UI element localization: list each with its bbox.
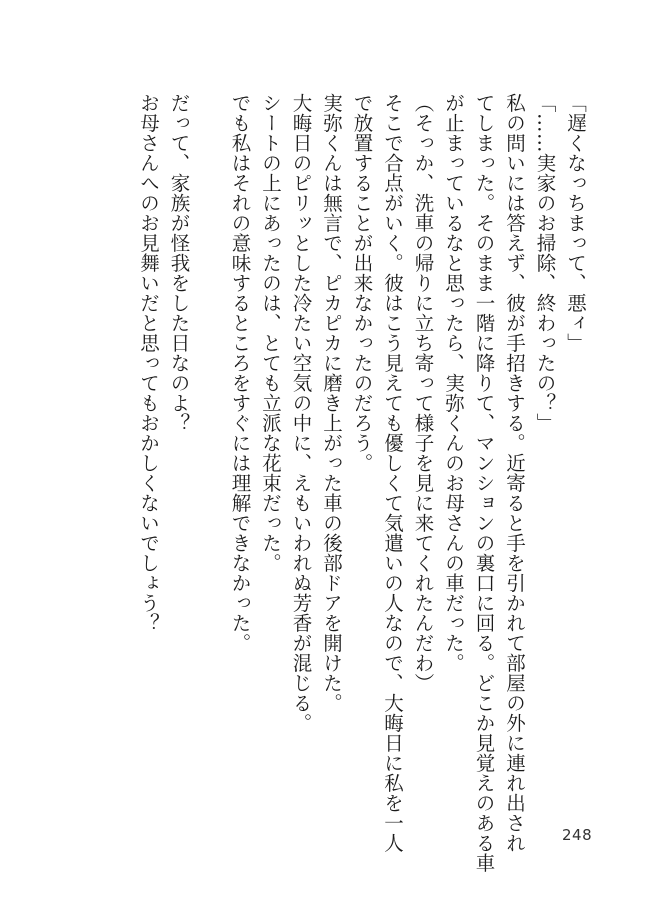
text-line: てしまった。そのまま一階に降りて、マンションの裏口に回る。どこか見覚えのある車: [472, 93, 496, 873]
text-line: （そっか、洗車の帰りに立ち寄って様子を見に来てくれたんだわ）: [411, 93, 435, 693]
text-line: だって、家族が怪我をした日なのよ？: [167, 93, 191, 433]
text-line: そこで合点がいく。彼はこう見えても優しくて気遣いの人なので、大晦日に私を一人: [381, 93, 404, 853]
text-line: 大晦日のピリッとした冷たい空気の中に、えもいわれぬ芳香が混じる。: [289, 93, 313, 733]
text-line: 「遅くなっちまって、悪ィ」: [564, 93, 587, 353]
text-line: 「……実家のお掃除、終わったの？」: [533, 93, 557, 433]
page-number: 248: [562, 826, 593, 844]
text-line: 私の問いには答えず、彼が手招きする。近寄ると手を引かれて部屋の外に連れ出され: [503, 93, 526, 853]
text-line: お母さんへのお見舞いだと思ってもおかしくないでしょう？: [137, 93, 160, 633]
text-line: が止まっているなと思ったら、実弥くんのお母さんの車だった。: [442, 93, 465, 673]
text-line: 実弥くんは無言で、ピカピカに磨き上がった車の後部ドアを開けた。: [320, 93, 343, 713]
text-line: でも私はそれの意味するところをすぐには理解できなかった。: [228, 93, 252, 653]
text-line: で放置することが出来なかったのだろう。: [350, 93, 374, 473]
paragraph-gap: [194, 93, 225, 733]
text-line: シートの上にあったのは、とても立派な花束だった。: [259, 93, 282, 573]
